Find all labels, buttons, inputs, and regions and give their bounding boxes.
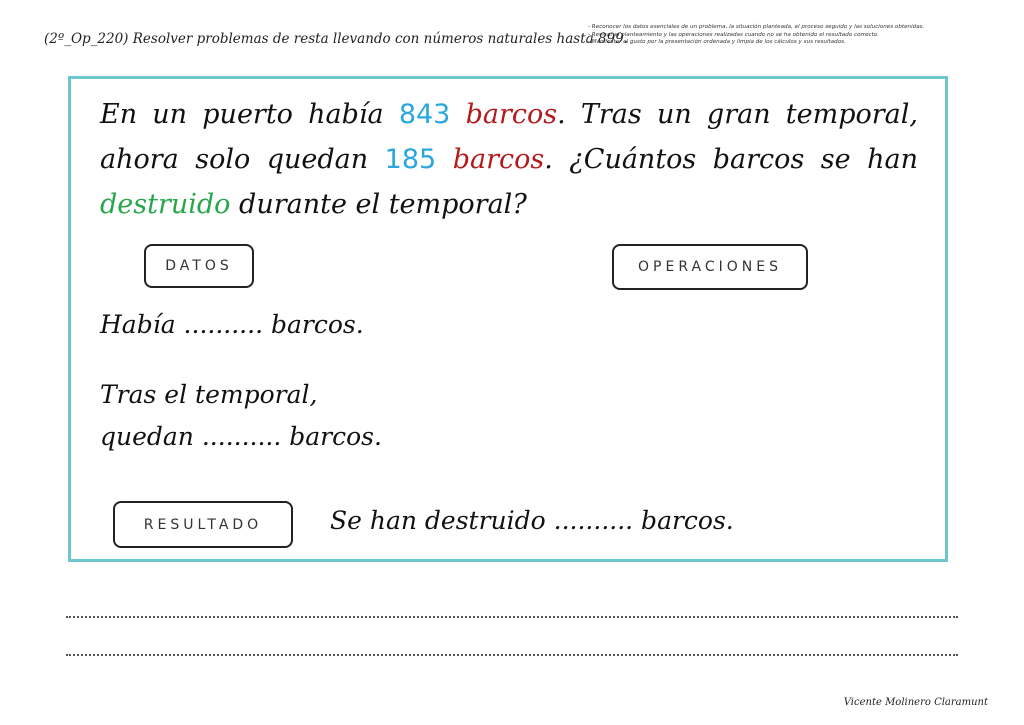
problem-text: En un puerto había: [100, 99, 399, 130]
evaluation-criteria: [588, 24, 1008, 47]
criteria-item: - Manifestar el gusto por la presentación ordenada y limpia de los cálculos y sus resultados.: [588, 39, 846, 45]
number-843: 843: [398, 99, 451, 130]
datos-label: DATOS: [144, 244, 254, 288]
problem-text: durante el temporal?: [230, 189, 527, 220]
habia-line: Había .......... barcos.: [100, 310, 364, 339]
operaciones-label: OPERACIONES: [612, 244, 808, 290]
answer-dotted-line[interactable]: [66, 616, 958, 620]
criteria-item: - Reconocer los datos esenciales de un problema, la situación planteada, el proceso seguido y las soluciones obtenidas.: [588, 24, 925, 30]
problem-statement: [100, 92, 918, 227]
word-barcos: barcos: [452, 144, 545, 175]
problem-text: . Tras un gran temporal, ahora solo quedan: [100, 99, 918, 175]
word-barcos: barcos: [465, 99, 558, 130]
resultado-label: RESULTADO: [113, 501, 293, 548]
tras-temporal-line: Tras el temporal,: [100, 380, 318, 409]
result-line: Se han destruido .......... barcos.: [330, 506, 734, 535]
worksheet-title: (2º_Op_220) Resolver problemas de resta llevando con números naturales hasta 899.: [44, 31, 629, 47]
answer-dotted-line[interactable]: [66, 654, 958, 658]
problem-text: . ¿Cuántos barcos se han: [544, 144, 918, 175]
author-credit: Vicente Molinero Claramunt: [843, 697, 988, 708]
word-destruido: destruido: [100, 189, 231, 220]
quedan-line: quedan .......... barcos.: [100, 422, 382, 451]
number-185: 185: [384, 144, 437, 175]
criteria-item: - Revisar el planteamiento y las operaciones realizadas cuando no se ha obtenido el resultado correcto.: [588, 31, 879, 38]
